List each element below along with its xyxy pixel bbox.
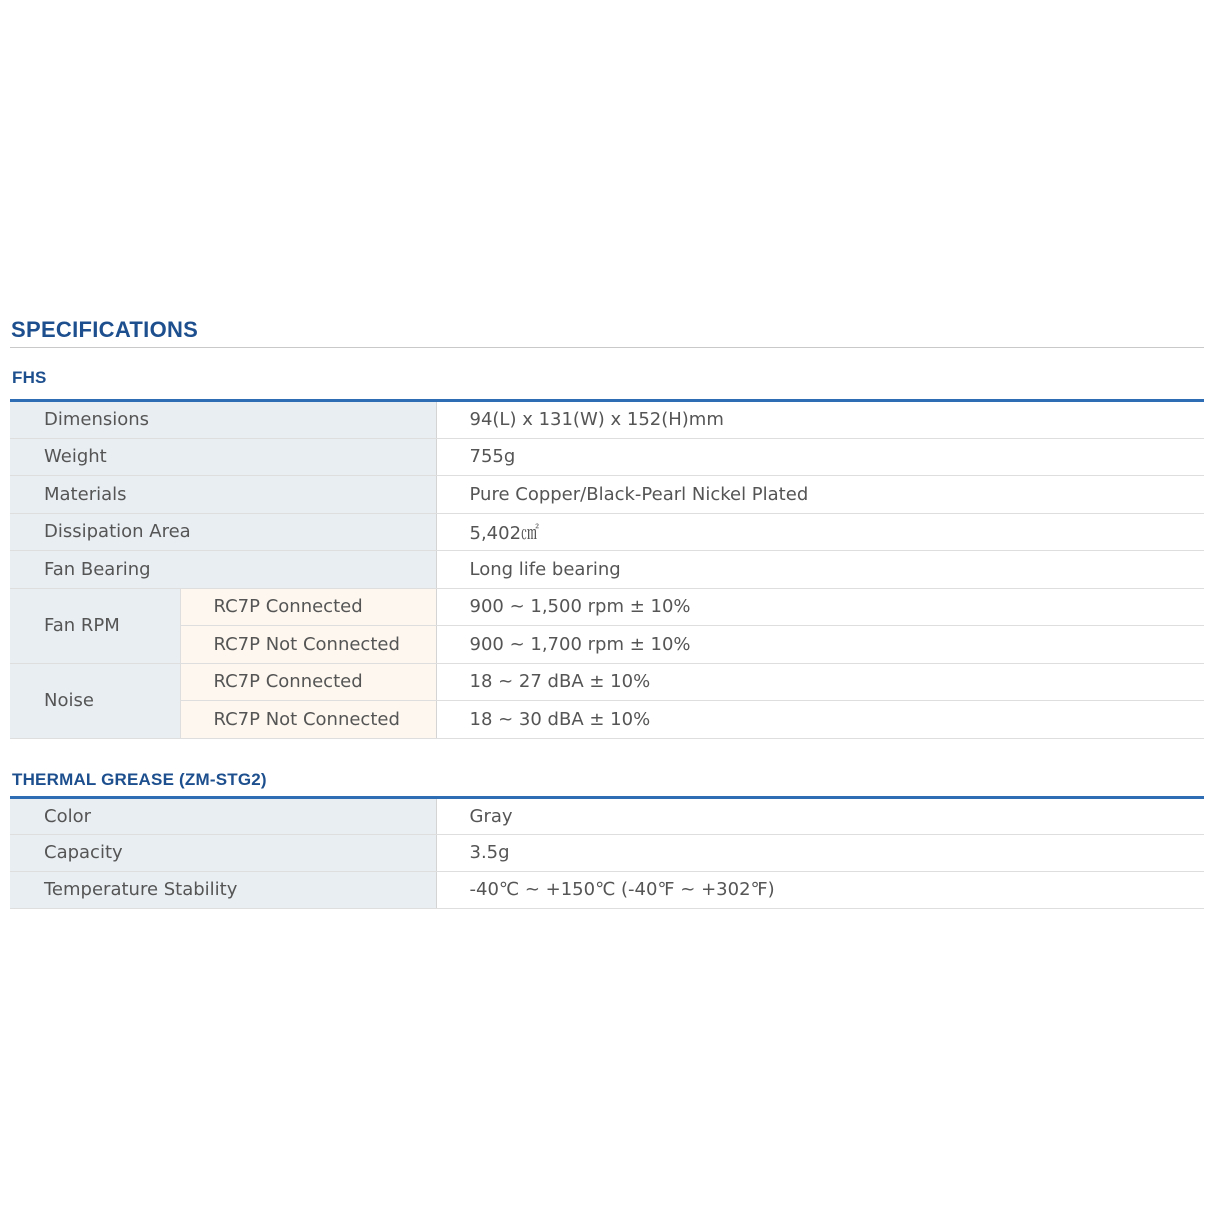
row-value: 18 ~ 27 dBA ± 10%	[436, 663, 1204, 701]
row-label: Temperature Stability	[10, 871, 436, 908]
page-title: SPECIFICATIONS	[10, 313, 1204, 348]
row-sublabel: RC7P Connected	[180, 588, 436, 626]
table-row	[10, 626, 1204, 664]
spec-table-fhs	[10, 399, 1204, 739]
section-fhs	[10, 367, 1204, 739]
row-sublabel: RC7P Not Connected	[180, 626, 436, 664]
table-row	[10, 834, 1204, 871]
row-label: Color	[10, 797, 436, 834]
row-label: Dissipation Area	[10, 513, 436, 551]
table-row	[10, 871, 1204, 908]
spec-table-thermal-grease	[10, 796, 1204, 909]
table-row	[10, 663, 1204, 701]
section-title-thermal-grease: THERMAL GREASE (ZM-STG2)	[12, 769, 267, 789]
table-row	[10, 513, 1204, 551]
row-value: 900 ~ 1,500 rpm ± 10%	[436, 588, 1204, 626]
table-row	[10, 401, 1204, 439]
row-value: Gray	[436, 797, 1204, 834]
row-value: 3.5g	[436, 834, 1204, 871]
row-value: 5,402㎠	[436, 513, 1204, 551]
table-row	[10, 701, 1204, 739]
row-value: Long life bearing	[436, 551, 1204, 589]
row-label: Capacity	[10, 834, 436, 871]
table-row	[10, 438, 1204, 476]
row-group-label: Noise	[10, 663, 180, 738]
row-value: 94(L) x 131(W) x 152(H)mm	[436, 401, 1204, 439]
table-row	[10, 476, 1204, 514]
table-row	[10, 551, 1204, 589]
row-label: Dimensions	[10, 401, 436, 439]
row-sublabel: RC7P Not Connected	[180, 701, 436, 739]
specifications-panel	[10, 313, 1204, 909]
row-label: Weight	[10, 438, 436, 476]
row-value: Pure Copper/Black-Pearl Nickel Plated	[436, 476, 1204, 514]
row-label: Fan Bearing	[10, 551, 436, 589]
row-label: Materials	[10, 476, 436, 514]
row-sublabel: RC7P Connected	[180, 663, 436, 701]
table-row	[10, 797, 1204, 834]
row-group-label: Fan RPM	[10, 588, 180, 663]
table-row	[10, 588, 1204, 626]
section-thermal-grease	[10, 769, 1204, 909]
row-value: -40℃ ~ +150℃ (-40℉ ~ +302℉)	[436, 871, 1204, 908]
section-title-fhs: FHS	[12, 368, 47, 387]
row-value: 18 ~ 30 dBA ± 10%	[436, 701, 1204, 739]
row-value: 900 ~ 1,700 rpm ± 10%	[436, 626, 1204, 664]
row-value: 755g	[436, 438, 1204, 476]
